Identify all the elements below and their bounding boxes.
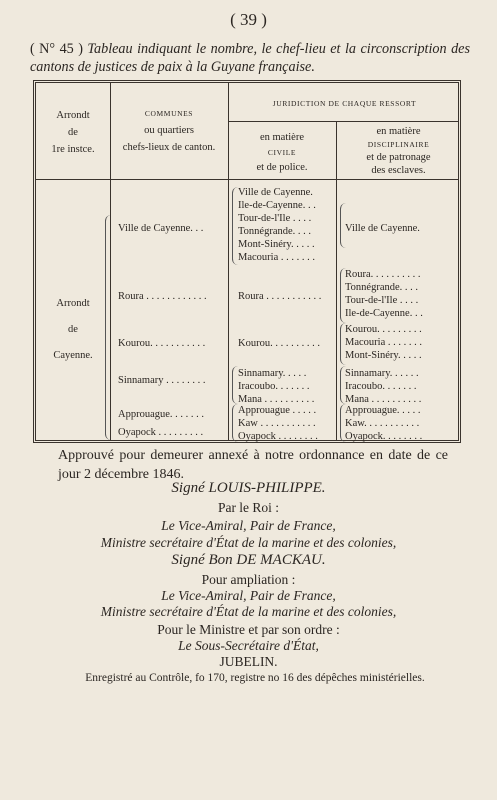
arrondissement-line: de <box>68 324 78 335</box>
ministre-title-2: Ministre secrétaire d'État de la marine et des colonies, <box>100 604 397 619</box>
cantons-table <box>33 80 461 443</box>
table-caption <box>30 40 470 76</box>
caption-text: Tableau indiquant le nombre, le chef-lieu et la circonscription des cantons de justices de paix à la Guyane française. <box>30 41 470 75</box>
header-civile <box>228 130 336 175</box>
commune-cell: Kourou. . . . . . . . . . . <box>118 338 206 349</box>
header-civile-line: et de police. <box>256 162 308 173</box>
disciplinaire-cell: Tour-de-l'Ile . . . . <box>345 295 419 306</box>
arrondissement-cell <box>36 291 110 369</box>
page-number: ( 39 ) <box>230 10 267 29</box>
civile-cell: Tour-de-l'Ile . . . . <box>238 213 312 224</box>
disciplinaire-cell: Mont-Sinéry. . . . . <box>345 350 422 361</box>
civile-cell: Sinnamary. . . . . <box>238 368 307 379</box>
header-disciplinaire-line: en matière <box>376 126 421 137</box>
disciplinaire-cell: Iracoubo. . . . . . . <box>345 381 417 392</box>
jubelin-signature: JUBELIN. <box>219 654 278 669</box>
disciplinaire-cell: Oyapock. . . . . . . . <box>345 431 423 442</box>
civile-cell: Kaw . . . . . . . . . . . <box>238 418 316 429</box>
registration-note: Enregistré au Contrôle, fo 170, registre no 16 des dépêches ministérielles. <box>85 672 425 684</box>
ministre-title: Ministre secrétaire d'État de la marine et des colonies, <box>100 535 397 550</box>
header-civile-line: en matière <box>259 132 304 143</box>
header-disciplinaire-line: et de patronage <box>366 152 431 163</box>
sous-secretaire: Le Sous-Secrétaire d'État, <box>178 638 319 653</box>
header-jurisdiction: JURIDICTION DE CHAQUE RESSORT <box>272 99 417 108</box>
header-arrond <box>36 107 110 158</box>
signature-king: Signé LOUIS-PHILIPPE. <box>171 480 326 496</box>
civile-cell: Mont-Sinéry. . . . . <box>238 239 315 250</box>
disciplinaire-cell: Kourou. . . . . . . . . <box>345 324 422 335</box>
arrondissement-line: Arrondt <box>56 298 90 309</box>
disciplinaire-cell: Roura. . . . . . . . . . <box>345 269 421 280</box>
header-divider <box>36 179 458 180</box>
header-arrond-line: de <box>68 127 78 138</box>
disciplinaire-cell: Mana . . . . . . . . . . <box>345 394 422 405</box>
vice-amiral-title: Le Vice-Amiral, Pair de France, <box>161 518 336 533</box>
disciplinaire-cell: Ile-de-Cayenne. . . <box>345 308 423 319</box>
header-communes-line: chefs-lieux de canton. <box>122 142 216 153</box>
civile-cell: Tonnégrande. . . . <box>238 226 312 237</box>
civile-cell: Approuague . . . . . <box>238 405 317 416</box>
civile-cell: Kourou. . . . . . . . . . <box>238 338 320 349</box>
disciplinaire-cell: Sinnamary. . . . . . <box>345 368 419 379</box>
disciplinaire-cell: Kaw. . . . . . . . . . . <box>345 418 420 429</box>
commune-cell: Ville de Cayenne. . . <box>118 223 204 234</box>
commune-cell: Approuague. . . . . . . <box>118 409 205 420</box>
header-disciplinaire-line: des esclaves. <box>371 165 426 176</box>
disciplinaire-cell: Macouria . . . . . . . <box>345 337 422 348</box>
arrondissement-brace <box>105 215 111 440</box>
header-communes-line: ou quartiers <box>144 125 194 136</box>
vice-amiral-title-2: Le Vice-Amiral, Pair de France, <box>161 588 336 603</box>
pour-ampliation: Pour ampliation : <box>201 572 296 587</box>
row-divider <box>228 121 458 122</box>
arrondissement-line: Cayenne. <box>53 350 93 361</box>
header-communes-line: COMMUNES <box>144 109 194 118</box>
disciplinaire-cell: Tonnégrande. . . . <box>345 282 419 293</box>
commune-cell: Oyapock . . . . . . . . . <box>118 427 204 438</box>
civile-cell: Roura . . . . . . . . . . . <box>238 291 322 302</box>
header-civile-line: CIVILE <box>267 148 297 157</box>
commune-cell: Sinnamary . . . . . . . . <box>118 375 206 386</box>
disciplinaire-cell: Approuague. . . . . <box>345 405 421 416</box>
header-arrond-line: 1re instce. <box>51 144 95 155</box>
pour-le-ministre: Pour le Ministre et par son ordre : <box>157 622 340 637</box>
header-disciplinaire <box>336 125 461 177</box>
header-disciplinaire-line: DISCIPLINAIRE <box>367 140 430 149</box>
signature-mackau: Signé Bon DE MACKAU. <box>171 552 326 568</box>
civile-cell: Ile-de-Cayenne. . . <box>238 200 316 211</box>
header-communes <box>110 105 228 156</box>
par-le-roi: Par le Roi : <box>217 500 280 515</box>
civile-cell: Mana . . . . . . . . . . <box>238 394 315 405</box>
civile-cell: Iracoubo. . . . . . . <box>238 381 310 392</box>
caption-number: ( N° 45 ) <box>30 41 83 57</box>
header-arrond-line: Arrondt <box>56 110 90 121</box>
approval-paragraph: Approuvé pour demeurer annexé à notre ordonnance en date de ce jour 2 décembre 1846. <box>58 448 448 482</box>
civile-cell: Oyapock . . . . . . . . <box>238 431 318 442</box>
commune-cell: Roura . . . . . . . . . . . . <box>118 291 207 302</box>
civile-cell: Ville de Cayenne. <box>238 187 313 198</box>
civile-cell: Macouria . . . . . . . <box>238 252 315 263</box>
disciplinaire-cell: Ville de Cayenne. <box>345 223 420 234</box>
